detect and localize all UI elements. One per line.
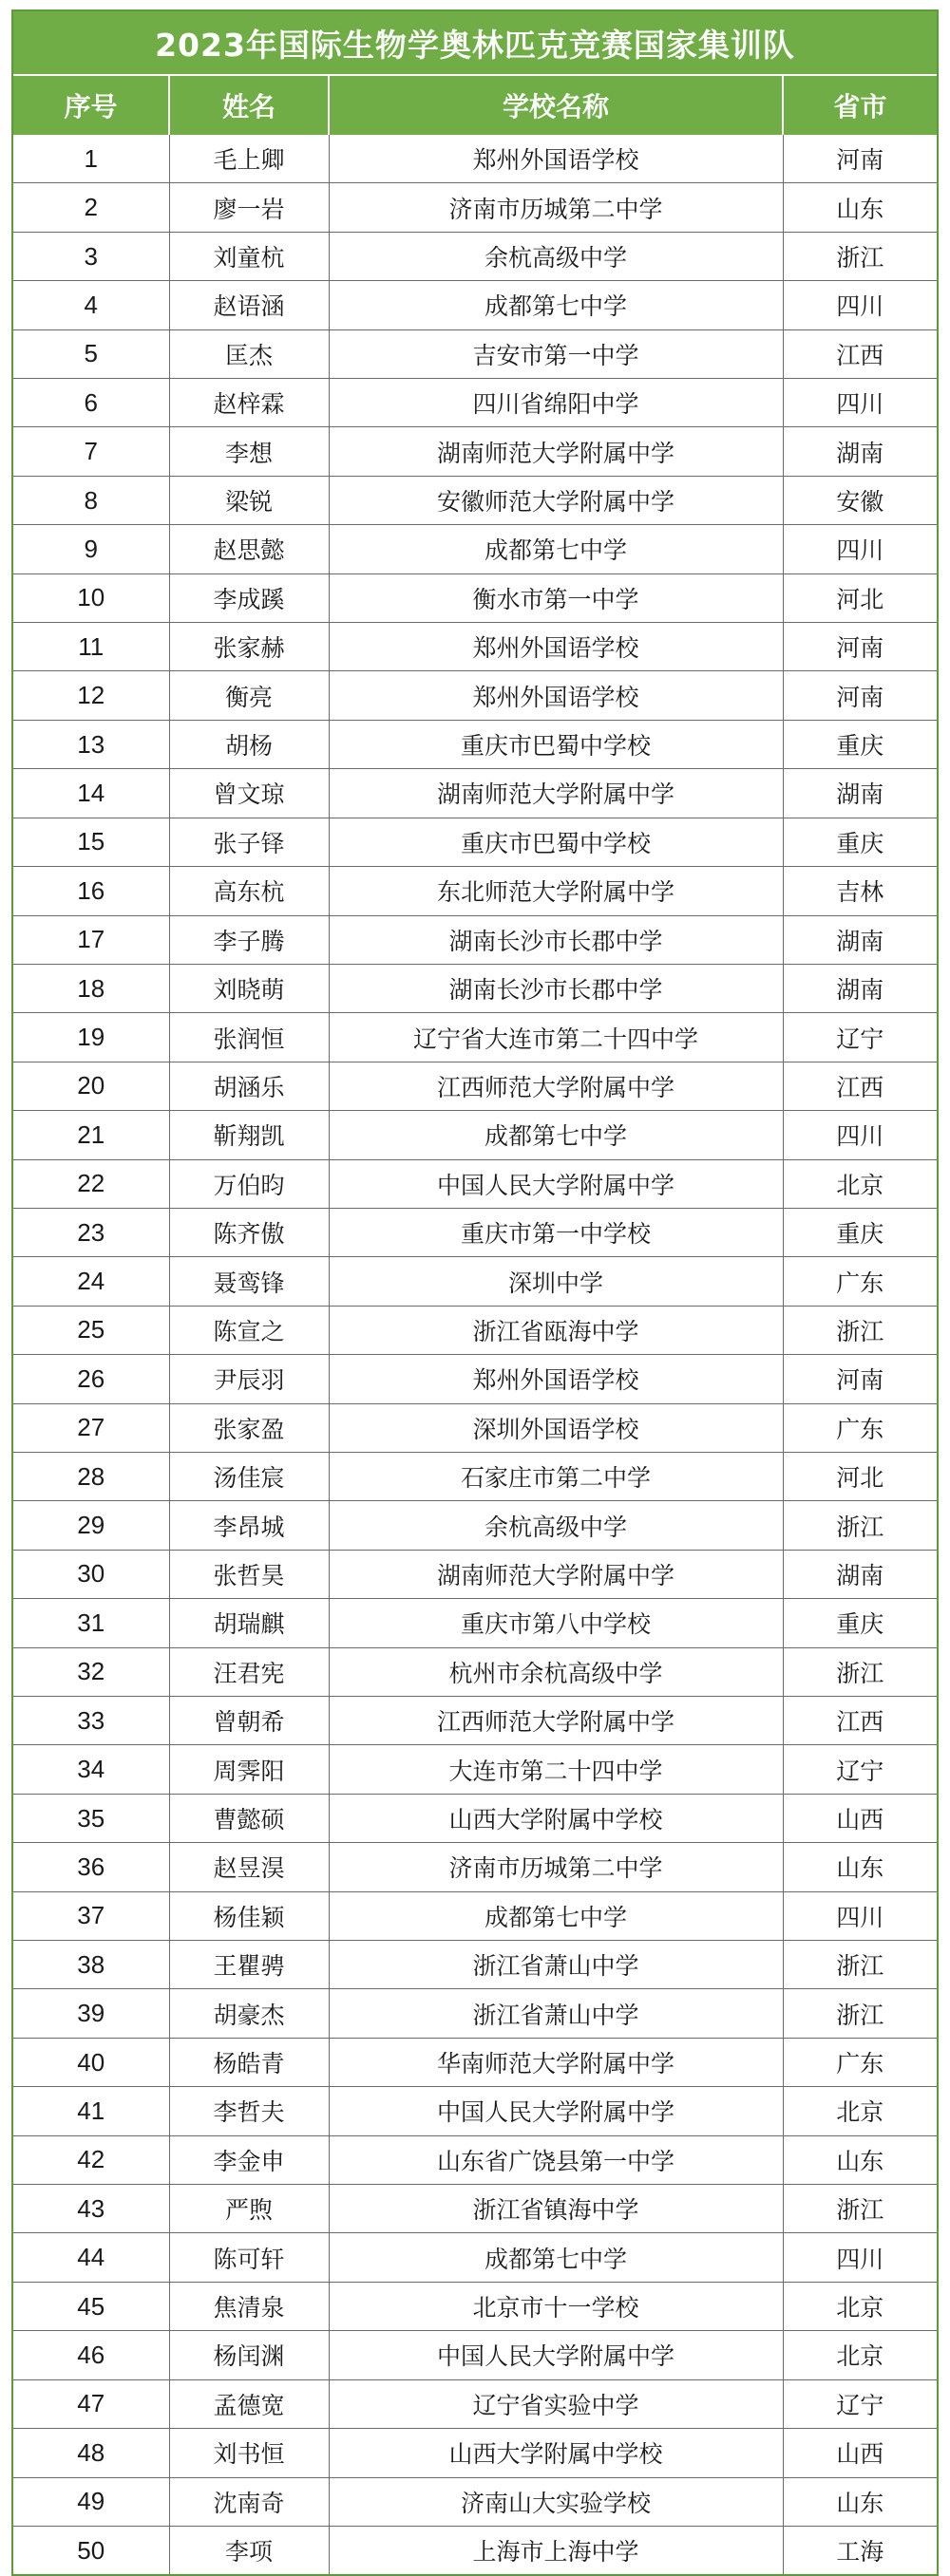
cell-school: 成都第七中学 bbox=[329, 281, 783, 329]
cell-school: 石家庄市第二中学 bbox=[329, 1452, 783, 1500]
header-school: 学校名称 bbox=[329, 76, 783, 135]
table-row bbox=[13, 623, 937, 671]
cell-school: 山西大学附属中学校 bbox=[329, 2429, 783, 2477]
table-row bbox=[13, 964, 937, 1012]
cell-number: 8 bbox=[13, 476, 169, 524]
cell-number: 29 bbox=[13, 1501, 169, 1550]
cell-school: 北京市十一学校 bbox=[329, 2282, 783, 2330]
cell-school: 成都第七中学 bbox=[329, 1891, 783, 1940]
cell-province: 山东 bbox=[783, 2477, 937, 2526]
cell-number: 31 bbox=[13, 1599, 169, 1647]
cell-number: 11 bbox=[13, 623, 169, 671]
table-row bbox=[13, 281, 937, 329]
table-row bbox=[13, 1745, 937, 1794]
cell-province: 广东 bbox=[783, 1403, 937, 1452]
cell-number: 46 bbox=[13, 2331, 169, 2379]
table-row bbox=[13, 1111, 937, 1159]
header-province: 省市 bbox=[783, 76, 937, 135]
table-row bbox=[13, 1794, 937, 1842]
cell-province: 广东 bbox=[783, 2038, 937, 2086]
cell-school: 浙江省萧山中学 bbox=[329, 1941, 783, 1989]
cell-school: 郑州外国语学校 bbox=[329, 135, 783, 183]
cell-province: 四川 bbox=[783, 281, 937, 329]
table-row bbox=[13, 2282, 937, 2330]
cell-province: 湖南 bbox=[783, 915, 937, 964]
cell-province: 浙江 bbox=[783, 1647, 937, 1696]
cell-number: 14 bbox=[13, 769, 169, 818]
cell-school: 成都第七中学 bbox=[329, 1111, 783, 1159]
cell-province: 北京 bbox=[783, 2282, 937, 2330]
cell-province: 北京 bbox=[783, 2087, 937, 2135]
cell-school: 济南山大实验学校 bbox=[329, 2477, 783, 2526]
table-row bbox=[13, 1647, 937, 1696]
cell-province: 安徽 bbox=[783, 476, 937, 524]
cell-number: 50 bbox=[13, 2526, 169, 2574]
table-row bbox=[13, 1941, 937, 1989]
cell-province: 河南 bbox=[783, 671, 937, 720]
cell-number: 6 bbox=[13, 379, 169, 427]
cell-name: 焦清泉 bbox=[169, 2282, 329, 2330]
cell-school: 杭州市余杭高级中学 bbox=[329, 1647, 783, 1696]
cell-school: 郑州外国语学校 bbox=[329, 671, 783, 720]
cell-province: 浙江 bbox=[783, 1501, 937, 1550]
table-row bbox=[13, 1550, 937, 1598]
table-row bbox=[13, 1355, 937, 1403]
cell-name: 赵语涵 bbox=[169, 281, 329, 329]
table-row bbox=[13, 1452, 937, 1500]
cell-name: 胡豪杰 bbox=[169, 1989, 329, 2038]
cell-province: 山西 bbox=[783, 1794, 937, 1842]
cell-school: 郑州外国语学校 bbox=[329, 1355, 783, 1403]
cell-name: 靳翔凯 bbox=[169, 1111, 329, 1159]
cell-school: 成都第七中学 bbox=[329, 2233, 783, 2282]
cell-name: 尹辰羽 bbox=[169, 1355, 329, 1403]
cell-school: 中国人民大学附属中学 bbox=[329, 2087, 783, 2135]
table-row bbox=[13, 2233, 937, 2282]
table-row bbox=[13, 1989, 937, 2038]
cell-school: 四川省绵阳中学 bbox=[329, 379, 783, 427]
table-row bbox=[13, 1159, 937, 1208]
table-row bbox=[13, 1257, 937, 1306]
table-row bbox=[13, 2477, 937, 2526]
cell-province: 江西 bbox=[783, 1697, 937, 1745]
cell-province: 湖南 bbox=[783, 964, 937, 1012]
cell-name: 刘书恒 bbox=[169, 2429, 329, 2477]
cell-province: 浙江 bbox=[783, 232, 937, 280]
cell-school: 湖南师范大学附属中学 bbox=[329, 1550, 783, 1598]
cell-name: 聂鸾锋 bbox=[169, 1257, 329, 1306]
cell-number: 44 bbox=[13, 2233, 169, 2282]
cell-province: 辽宁 bbox=[783, 2379, 937, 2428]
cell-number: 30 bbox=[13, 1550, 169, 1598]
cell-school: 浙江省镇海中学 bbox=[329, 2185, 783, 2233]
table-row bbox=[13, 329, 937, 378]
cell-number: 16 bbox=[13, 867, 169, 915]
cell-school: 华南师范大学附属中学 bbox=[329, 2038, 783, 2086]
cell-number: 37 bbox=[13, 1891, 169, 1940]
cell-number: 1 bbox=[13, 135, 169, 183]
cell-school: 上海市上海中学 bbox=[329, 2526, 783, 2574]
cell-province: 四川 bbox=[783, 2233, 937, 2282]
cell-number: 24 bbox=[13, 1257, 169, 1306]
cell-province: 广东 bbox=[783, 1257, 937, 1306]
cell-name: 李子腾 bbox=[169, 915, 329, 964]
cell-name: 沈南奇 bbox=[169, 2477, 329, 2526]
cell-school: 余杭高级中学 bbox=[329, 232, 783, 280]
cell-name: 胡涵乐 bbox=[169, 1062, 329, 1110]
cell-number: 25 bbox=[13, 1306, 169, 1354]
table-row bbox=[13, 1013, 937, 1062]
cell-number: 12 bbox=[13, 671, 169, 720]
cell-number: 41 bbox=[13, 2087, 169, 2135]
cell-school: 重庆市第八中学校 bbox=[329, 1599, 783, 1647]
table-row bbox=[13, 1403, 937, 1452]
cell-name: 周霁阳 bbox=[169, 1745, 329, 1794]
cell-name: 赵梓霖 bbox=[169, 379, 329, 427]
cell-name: 王瞿骋 bbox=[169, 1941, 329, 1989]
cell-name: 匡杰 bbox=[169, 329, 329, 378]
cell-province: 四川 bbox=[783, 1111, 937, 1159]
table-row bbox=[13, 720, 937, 768]
cell-number: 13 bbox=[13, 720, 169, 768]
cell-name: 严煦 bbox=[169, 2185, 329, 2233]
table-row bbox=[13, 525, 937, 573]
cell-number: 5 bbox=[13, 329, 169, 378]
cell-name: 胡杨 bbox=[169, 720, 329, 768]
table-row bbox=[13, 2038, 937, 2086]
cell-name: 李成蹊 bbox=[169, 573, 329, 622]
cell-number: 23 bbox=[13, 1208, 169, 1256]
table-row bbox=[13, 2379, 937, 2428]
cell-number: 36 bbox=[13, 1843, 169, 1891]
cell-school: 重庆市巴蜀中学校 bbox=[329, 720, 783, 768]
cell-province: 浙江 bbox=[783, 1306, 937, 1354]
cell-name: 李哲夫 bbox=[169, 2087, 329, 2135]
cell-name: 汪君宪 bbox=[169, 1647, 329, 1696]
table-row bbox=[13, 671, 937, 720]
cell-province: 江西 bbox=[783, 1062, 937, 1110]
cell-number: 4 bbox=[13, 281, 169, 329]
cell-school: 余杭高级中学 bbox=[329, 1501, 783, 1550]
cell-name: 刘晓萌 bbox=[169, 964, 329, 1012]
table-row bbox=[13, 1599, 937, 1647]
cell-number: 21 bbox=[13, 1111, 169, 1159]
cell-name: 曾文琼 bbox=[169, 769, 329, 818]
cell-province: 浙江 bbox=[783, 2185, 937, 2233]
cell-name: 张家赫 bbox=[169, 623, 329, 671]
cell-province: 山东 bbox=[783, 1843, 937, 1891]
cell-province: 河南 bbox=[783, 623, 937, 671]
cell-province: 辽宁 bbox=[783, 1013, 937, 1062]
cell-school: 江西师范大学附属中学 bbox=[329, 1697, 783, 1745]
cell-school: 浙江省萧山中学 bbox=[329, 1989, 783, 2038]
table-row bbox=[13, 1843, 937, 1891]
cell-province: 河北 bbox=[783, 1452, 937, 1500]
cell-province: 北京 bbox=[783, 1159, 937, 1208]
roster-body bbox=[13, 135, 937, 2574]
cell-number: 10 bbox=[13, 573, 169, 622]
cell-province: 江西 bbox=[783, 329, 937, 378]
cell-name: 张家盈 bbox=[169, 1403, 329, 1452]
cell-school: 湖南长沙市长郡中学 bbox=[329, 964, 783, 1012]
cell-name: 廖一岩 bbox=[169, 183, 329, 232]
cell-name: 杨皓青 bbox=[169, 2038, 329, 2086]
cell-school: 中国人民大学附属中学 bbox=[329, 2331, 783, 2379]
cell-number: 20 bbox=[13, 1062, 169, 1110]
cell-province: 山东 bbox=[783, 183, 937, 232]
cell-province: 湖南 bbox=[783, 769, 937, 818]
table-row bbox=[13, 573, 937, 622]
cell-school: 安徽师范大学附属中学 bbox=[329, 476, 783, 524]
cell-name: 梁锐 bbox=[169, 476, 329, 524]
cell-number: 26 bbox=[13, 1355, 169, 1403]
cell-province: 河北 bbox=[783, 573, 937, 622]
cell-name: 胡瑞麒 bbox=[169, 1599, 329, 1647]
cell-school: 湖南师范大学附属中学 bbox=[329, 427, 783, 476]
table-row bbox=[13, 427, 937, 476]
table-row bbox=[13, 183, 937, 232]
cell-name: 赵昱淏 bbox=[169, 1843, 329, 1891]
table-row bbox=[13, 135, 937, 183]
cell-number: 35 bbox=[13, 1794, 169, 1842]
cell-province: 吉林 bbox=[783, 867, 937, 915]
cell-number: 38 bbox=[13, 1941, 169, 1989]
cell-name: 杨佳颖 bbox=[169, 1891, 329, 1940]
cell-province: 重庆 bbox=[783, 818, 937, 866]
cell-name: 张子铎 bbox=[169, 818, 329, 866]
cell-number: 33 bbox=[13, 1697, 169, 1745]
cell-province: 重庆 bbox=[783, 720, 937, 768]
cell-province: 四川 bbox=[783, 379, 937, 427]
cell-province: 河南 bbox=[783, 135, 937, 183]
table-row bbox=[13, 915, 937, 964]
table-row bbox=[13, 2087, 937, 2135]
header-row bbox=[13, 76, 937, 135]
cell-province: 湖南 bbox=[783, 1550, 937, 1598]
cell-province: 辽宁 bbox=[783, 1745, 937, 1794]
cell-name: 刘童杭 bbox=[169, 232, 329, 280]
cell-number: 2 bbox=[13, 183, 169, 232]
cell-province: 河南 bbox=[783, 1355, 937, 1403]
cell-name: 万伯昀 bbox=[169, 1159, 329, 1208]
cell-province: 浙江 bbox=[783, 1989, 937, 2038]
cell-number: 48 bbox=[13, 2429, 169, 2477]
cell-number: 32 bbox=[13, 1647, 169, 1696]
cell-school: 吉安市第一中学 bbox=[329, 329, 783, 378]
cell-number: 19 bbox=[13, 1013, 169, 1062]
cell-number: 45 bbox=[13, 2282, 169, 2330]
cell-name: 衡亮 bbox=[169, 671, 329, 720]
cell-name: 曾朝希 bbox=[169, 1697, 329, 1745]
cell-school: 辽宁省大连市第二十四中学 bbox=[329, 1013, 783, 1062]
cell-number: 7 bbox=[13, 427, 169, 476]
roster-table bbox=[13, 76, 937, 2574]
cell-number: 3 bbox=[13, 232, 169, 280]
cell-name: 张哲昊 bbox=[169, 1550, 329, 1598]
table-row bbox=[13, 1501, 937, 1550]
cell-province: 四川 bbox=[783, 1891, 937, 1940]
cell-name: 赵思懿 bbox=[169, 525, 329, 573]
cell-province: 湖南 bbox=[783, 427, 937, 476]
cell-school: 深圳外国语学校 bbox=[329, 1403, 783, 1452]
cell-school: 山西大学附属中学校 bbox=[329, 1794, 783, 1842]
cell-school: 中国人民大学附属中学 bbox=[329, 1159, 783, 1208]
table-row bbox=[13, 2331, 937, 2379]
cell-name: 杨闰渊 bbox=[169, 2331, 329, 2379]
cell-province: 北京 bbox=[783, 2331, 937, 2379]
cell-name: 李项 bbox=[169, 2526, 329, 2574]
table-row bbox=[13, 1891, 937, 1940]
cell-school: 重庆市第一中学校 bbox=[329, 1208, 783, 1256]
cell-province: 重庆 bbox=[783, 1599, 937, 1647]
table-row bbox=[13, 2185, 937, 2233]
cell-number: 22 bbox=[13, 1159, 169, 1208]
cell-school: 山东省广饶县第一中学 bbox=[329, 2135, 783, 2184]
cell-school: 江西师范大学附属中学 bbox=[329, 1062, 783, 1110]
cell-province: 山东 bbox=[783, 2135, 937, 2184]
cell-school: 辽宁省实验中学 bbox=[329, 2379, 783, 2428]
cell-number: 49 bbox=[13, 2477, 169, 2526]
cell-number: 34 bbox=[13, 1745, 169, 1794]
cell-number: 42 bbox=[13, 2135, 169, 2184]
cell-name: 陈齐傲 bbox=[169, 1208, 329, 1256]
table-row bbox=[13, 232, 937, 280]
table-row bbox=[13, 2526, 937, 2574]
table-row bbox=[13, 867, 937, 915]
cell-name: 陈宣之 bbox=[169, 1306, 329, 1354]
cell-name: 曹懿硕 bbox=[169, 1794, 329, 1842]
header-name: 姓名 bbox=[169, 76, 329, 135]
table-row bbox=[13, 379, 937, 427]
cell-number: 43 bbox=[13, 2185, 169, 2233]
cell-number: 9 bbox=[13, 525, 169, 573]
cell-province: 山西 bbox=[783, 2429, 937, 2477]
cell-school: 郑州外国语学校 bbox=[329, 623, 783, 671]
cell-school: 湖南长沙市长郡中学 bbox=[329, 915, 783, 964]
cell-number: 27 bbox=[13, 1403, 169, 1452]
cell-province: 工海 bbox=[836, 2538, 884, 2567]
cell-school: 深圳中学 bbox=[329, 1257, 783, 1306]
cell-number: 39 bbox=[13, 1989, 169, 2038]
cell-number: 18 bbox=[13, 964, 169, 1012]
table-row bbox=[13, 2135, 937, 2184]
cell-name: 李昂城 bbox=[169, 1501, 329, 1550]
cell-school: 浙江省瓯海中学 bbox=[329, 1306, 783, 1354]
cell-province: 重庆 bbox=[783, 1208, 937, 1256]
cell-name: 汤佳宸 bbox=[169, 1452, 329, 1500]
cell-school: 衡水市第一中学 bbox=[329, 573, 783, 622]
cell-school: 重庆市巴蜀中学校 bbox=[329, 818, 783, 866]
cell-number: 47 bbox=[13, 2379, 169, 2428]
table-row bbox=[13, 769, 937, 818]
sheet-title: 2023年国际生物学奥林匹克竞赛国家集训队 bbox=[13, 11, 937, 76]
table-row bbox=[13, 476, 937, 524]
cell-name: 张润恒 bbox=[169, 1013, 329, 1062]
cell-number: 15 bbox=[13, 818, 169, 866]
cell-school: 济南市历城第二中学 bbox=[329, 183, 783, 232]
cell-school: 大连市第二十四中学 bbox=[329, 1745, 783, 1794]
cell-school: 湖南师范大学附属中学 bbox=[329, 769, 783, 818]
table-row bbox=[13, 1062, 937, 1110]
header-number: 序号 bbox=[13, 76, 169, 135]
cell-school: 东北师范大学附属中学 bbox=[329, 867, 783, 915]
table-row bbox=[13, 1208, 937, 1256]
cell-province: 四川 bbox=[783, 525, 937, 573]
cell-number: 17 bbox=[13, 915, 169, 964]
cell-name: 孟德宽 bbox=[169, 2379, 329, 2428]
cell-name: 李金申 bbox=[169, 2135, 329, 2184]
cell-name: 毛上卿 bbox=[169, 135, 329, 183]
cell-school: 济南市历城第二中学 bbox=[329, 1843, 783, 1891]
cell-school: 成都第七中学 bbox=[329, 525, 783, 573]
table-row bbox=[13, 2429, 937, 2477]
table-row bbox=[13, 1697, 937, 1745]
cell-number: 40 bbox=[13, 2038, 169, 2086]
cell-number: 28 bbox=[13, 1452, 169, 1500]
cell-province: 浙江 bbox=[783, 1941, 937, 1989]
cell-name: 高东杭 bbox=[169, 867, 329, 915]
table-row bbox=[13, 1306, 937, 1354]
cell-name: 李想 bbox=[169, 427, 329, 476]
table-row bbox=[13, 818, 937, 866]
cell-name: 陈可轩 bbox=[169, 2233, 329, 2282]
roster-sheet bbox=[11, 9, 939, 2576]
